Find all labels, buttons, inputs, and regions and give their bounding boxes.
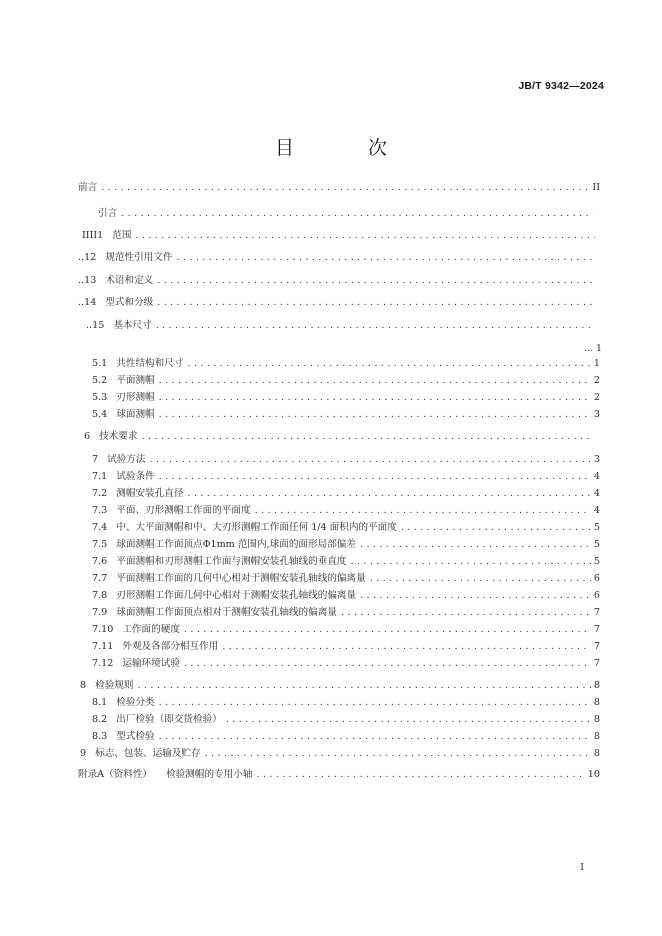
toc-entry[interactable] [92,640,600,654]
toc-entry-number: 9 [80,748,87,759]
toc-leader-dots [101,181,589,195]
toc-leader-dots [159,374,591,388]
toc-leader-dots [341,606,591,620]
toc-entry-label: 球面测帽工作面顶点Φ1mm 范围内,球面的面形局部偏差 [116,539,356,550]
toc-entry[interactable] [92,572,600,586]
toc-entry-page: 3 [593,454,600,465]
toc-entry-number: 8.3 [92,731,108,742]
toc-entry[interactable] [92,657,600,671]
toc-leader-dots [157,274,595,288]
toc-leader-dots [159,408,591,422]
toc-entry-label: 型式检验 [116,731,155,742]
toc-entry-number: 7.1 [92,471,108,482]
toc-entry-number: ..12 [78,252,97,263]
toc-entry-page: 7 [593,607,600,618]
toc-entry-page: 4 [593,471,600,482]
toc-entry-label: 技术要求 [99,431,138,442]
toc-entry[interactable] [92,623,600,637]
toc-entry-label: 基本尺寸 [113,320,152,331]
toc-entry-number: 附录A（资料性） [78,769,153,780]
toc-leader-dots [159,696,591,710]
toc-leader-dots [255,504,591,518]
toc-entry-page: 7 [593,641,600,652]
toc-entry-number: 5.1 [92,358,108,369]
toc-leader-dots [256,768,584,782]
toc-entry-number: 7.4 [92,522,108,533]
toc-entry[interactable] [92,504,600,518]
toc-entry-number: 7.10 [92,624,114,635]
toc-leader-dots [184,623,591,637]
toc-entry-page: 8 [593,731,600,742]
toc-entry-label: 测帽安装孔直径 [116,488,184,499]
toc-leader-dots [205,747,591,761]
toc-entry-label: 范围 [112,230,132,241]
toc-entry-label: 运输环境试验 [122,658,180,669]
toc-entry-number: 5.4 [92,409,108,420]
toc-entry-label: 前言 [78,182,98,193]
toc-leader-dots [149,453,590,467]
toc-entry-number: 7.7 [92,573,108,584]
toc-entry[interactable] [92,606,600,620]
toc-leader-dots [360,538,591,552]
toc-leader-dots [156,319,595,333]
toc-entry-page: 5 [593,522,600,533]
toc-entry-number: ..13 [78,275,97,286]
toc-leader-dots [159,730,591,744]
toc-leader-dots [137,679,590,693]
toc-entry-number: 7.6 [92,556,108,567]
toc-entry[interactable] [78,181,600,195]
toc-entry-label: 刃形测帽 [116,392,155,403]
toc-entry[interactable] [80,747,600,761]
toc-entry[interactable] [78,768,600,782]
toc-entry-page: 4 [593,488,600,499]
toc-entry[interactable] [82,229,598,243]
toc-entry-number: ..14 [78,297,97,308]
toc-entry-page: 6 [593,573,600,584]
toc-entry-page: 10 [587,769,600,780]
toc-leader-dots [141,430,593,444]
toc-entry-number: ..15 [86,320,105,331]
toc-leader-dots [159,391,591,405]
page-number: I [580,862,584,873]
toc-entry-label: 术语和定义 [105,275,154,286]
toc-entry-label: 中、大平面测帽和中、大刃形测帽工作面任何 1/4 面积内的平面度 [116,522,397,533]
toc-entry-number: 8 [80,680,87,691]
toc-entry-page: 2 [593,375,600,386]
toc-leader-dots [187,357,590,371]
toc-entry[interactable] [92,730,600,744]
toc-entry-label: 引言 [98,208,118,219]
toc-entry[interactable] [78,296,598,310]
toc-entry[interactable] [92,357,600,371]
toc-entry-label: 球面测帽 [116,409,155,420]
toc-entry-label: 平面、刃形测帽工作面的平面度 [116,505,251,516]
toc-entry-page: 7 [593,624,600,635]
toc-entry-label: 检验规则 [95,680,134,691]
toc-leader-dots [226,713,591,727]
toc-leader-dots [370,572,591,586]
toc-leader-dots [222,640,591,654]
toc-entry[interactable] [98,207,596,221]
toc-entry-number: 8.1 [92,697,108,708]
toc-entry[interactable] [92,589,600,603]
toc-entry[interactable] [84,430,596,444]
toc-leader-dots [351,555,591,569]
toc-entry-number: 7.9 [92,607,108,618]
toc-entry-label: 外观及各部分相互作用 [122,641,219,652]
toc-entry-label: 检验分类 [116,697,155,708]
toc-entry[interactable] [78,251,598,265]
page-title: 目 次 [274,137,422,159]
toc-entry-page: 5 [593,556,600,567]
toc-leader-dots [121,207,593,221]
toc-entry-label: 型式和分级 [105,297,154,308]
toc-entry[interactable] [80,679,600,693]
toc-entry-page: ... 1 [583,343,602,354]
toc-entry[interactable] [92,555,600,569]
toc-entry[interactable] [92,487,600,501]
toc-entry-page: 8 [593,697,600,708]
toc-entry-label: 检验测帽的专用小轴 [166,769,253,780]
toc-entry-page: 5 [593,539,600,550]
toc-leader-dots [184,657,591,671]
toc-entry-label: 球面测帽工作面顶点相对于测帽安装孔轴线的偏离量 [116,607,337,618]
toc-entry[interactable] [560,342,602,356]
toc-entry-number: 5.2 [92,375,108,386]
toc-entry-label: 平面测帽和刃形测帽工作面与测帽安装孔轴线的垂直度 [116,556,347,567]
toc-entry-label: 规范性引用文件 [105,252,173,263]
toc-entry-label: 共性结构和尺寸 [116,358,184,369]
toc-entry-page: 2 [593,392,600,403]
toc-entry-number: IIII1 [82,230,104,241]
toc-entry[interactable] [92,374,600,388]
toc-entry-page: 8 [593,748,600,759]
toc-entry-label: 平面测帽工作面的几何中心相对于测帽安装孔轴线的偏离量 [116,573,366,584]
toc-entry-number: 6 [84,431,91,442]
toc-leader-dots [401,521,591,535]
toc-entry-number: 7.12 [92,658,114,669]
toc-entry-label: 工作面的硬度 [122,624,180,635]
toc-entry[interactable] [86,319,598,333]
toc-entry-label: 平面测帽 [116,375,155,386]
toc-entry-number: 7.5 [92,539,108,550]
toc-entry-page: 4 [593,505,600,516]
toc-entry-page: 7 [593,658,600,669]
toc-entry-label: 试验条件 [116,471,155,482]
toc-entry[interactable] [92,470,600,484]
toc-entry-number: 7 [92,454,99,465]
toc-leader-dots [157,296,595,310]
toc-entry-label: 出厂检验（即交货检验） [116,714,222,725]
toc-entry-number: 7.8 [92,590,108,601]
toc-entry-number: 7.3 [92,505,108,516]
toc-entry-page: II [592,182,600,193]
toc-entry-page: 6 [593,590,600,601]
toc-entry[interactable] [92,408,600,422]
toc-entry-page: 1 [593,358,600,369]
toc-entry[interactable] [92,538,600,552]
toc-entry-label: 标志、包装、运输及贮存 [95,748,201,759]
toc-entry-number: 5.3 [92,392,108,403]
toc-leader-dots [159,470,591,484]
toc-entry[interactable] [78,274,598,288]
toc-entry-number: 7.2 [92,488,108,499]
toc-leader-dots [176,251,595,265]
toc-entry[interactable] [92,713,600,727]
toc-leader-dots [187,487,590,501]
toc-leader-dots [135,229,595,243]
toc-entry[interactable] [92,696,600,710]
toc-entry-page: 8 [593,680,600,691]
toc-entry-page: 3 [593,409,600,420]
toc-entry-label: 试验方法 [107,454,146,465]
toc-leader-dots [360,589,591,603]
toc-entry-page: 8 [593,714,600,725]
toc-entry-number: 7.11 [92,641,114,652]
toc-entry[interactable] [92,453,600,467]
toc-entry[interactable] [92,391,600,405]
toc-entry[interactable] [92,521,600,535]
toc-entry-number: 8.2 [92,714,108,725]
toc-entry-label: 刃形测帽工作面几何中心相对于测帽安装孔轴线的偏离量 [116,590,357,601]
standard-number: JB/T 9342—2024 [518,80,604,92]
